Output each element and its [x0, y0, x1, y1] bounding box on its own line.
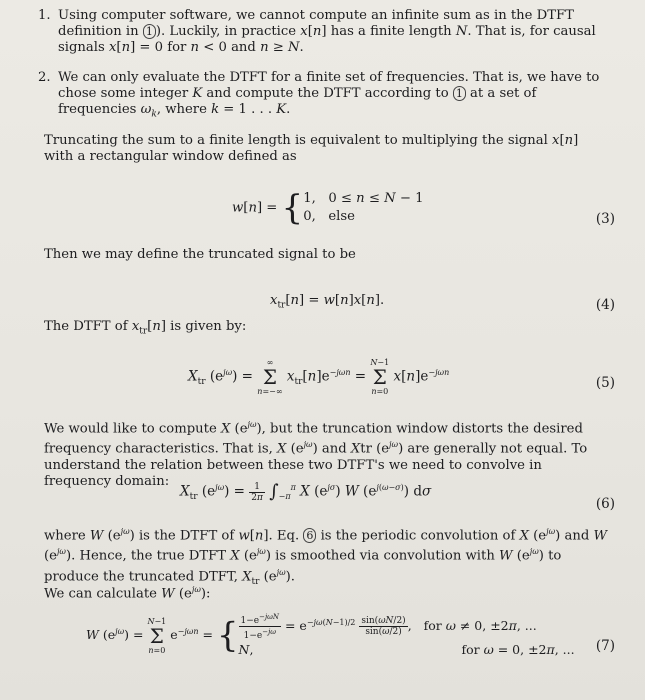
- list-item-text: We can only evaluate the DTFT for a finite set of frequencies. That is, we have to chose some integer K and compute the DTFT according to 1 at a set of frequencies $\omega_k$, where k = 1 . . . K.: [58, 70, 600, 120]
- equation-number: (4): [595, 297, 615, 313]
- paragraph-dtft-of: The DTFT of $x_{tr}[n]$ is given by:: [44, 319, 247, 337]
- list-number: 1.: [38, 8, 51, 23]
- equation-5: $X_{tr}$ $(e^{j\omega})$ = ∞ Σ n=−∞ $x_{tr}[n]e^{-j\omega n}$ = N−1 Σ n=0 $x[n]e^{-j\omega n}$: [188, 358, 450, 396]
- equation-number: (5): [595, 375, 615, 391]
- equation-number: (7): [595, 638, 615, 654]
- equation-ref: 6: [303, 528, 316, 543]
- equation-ref: 1: [453, 86, 466, 101]
- equation-ref: 1: [143, 24, 156, 39]
- equation-number: (3): [595, 211, 615, 227]
- paragraph-we-can: We can calculate W $(e^{j\omega})$:: [44, 585, 211, 602]
- paragraph-truncating: Truncating the sum to a finite length is equivalent to multiplying the signal x[n] with a rectangular window defined as: [44, 133, 579, 164]
- list-item: [38, 70, 618, 123]
- equation-7: W $(e^{j\omega})$ = N−1 Σ n=0 $e^{-j\omega n}$ = { $\frac{1-e^{-j\omega N}}{1-e^{-j\omega}}$ = $e^{-j\omega(N-1)/2}$ $\frac{\sin(\omega N/2)}{\sin(\omega/2)}$ , for ω ≠ 0, ±2π, ... N, for ω = 0, ±2π, ...: [86, 613, 575, 657]
- list-number: 2.: [38, 70, 51, 85]
- paragraph-where: where W $(e^{j\omega})$ is the DTFT of w[n]. Eq. 6 is the periodic convolution of X $(e^{j\omega})$ and W $(e^{j\omega})$. Hence, the true DTFT X $(e^{j\omega})$ is smoothed via convolution with W $(e^{j\omega})$ to produce the truncated DTFT, $X_{tr}$ $(e^{j\omega})$.: [44, 527, 608, 587]
- equation-3: w[n] = {1, 0 ≤ n ≤ N − 1 0, else: [232, 188, 424, 228]
- paragraph-would-like: We would like to compute X $(e^{j\omega})$, but the truncation window distorts the desired frequency characteristics. That is, X $(e^{j\omega})$ and Xtr $(e^{j\omega})$ are generally not equal. To understand the relation between these two DTFT's we need to convolve in frequency domain:: [44, 420, 588, 489]
- list-item-text: Using computer software, we cannot compute an infinite sum as in the DTFT definition in 1 ). Luckily, in practice x[n] has a finite length N. That is, for causal signals x[n] = 0 for n < 0 and n ≥ N.: [58, 8, 596, 55]
- equation-6: $X_{tr}$ $(e^{j\omega})$ = $\frac{1}{2\pi}$ $\int_{-\pi}^\pi$ X $(e^{j\sigma})$ W $(e^{j(\omega-\sigma)})$ dσ: [180, 481, 432, 503]
- equation-4: $x_{tr}[n] = w[n]x[n]$.: [270, 293, 385, 311]
- paragraph-then: Then we may define the truncated signal to be: [44, 247, 356, 262]
- list-item: [38, 8, 618, 56]
- equation-number: (6): [595, 496, 615, 512]
